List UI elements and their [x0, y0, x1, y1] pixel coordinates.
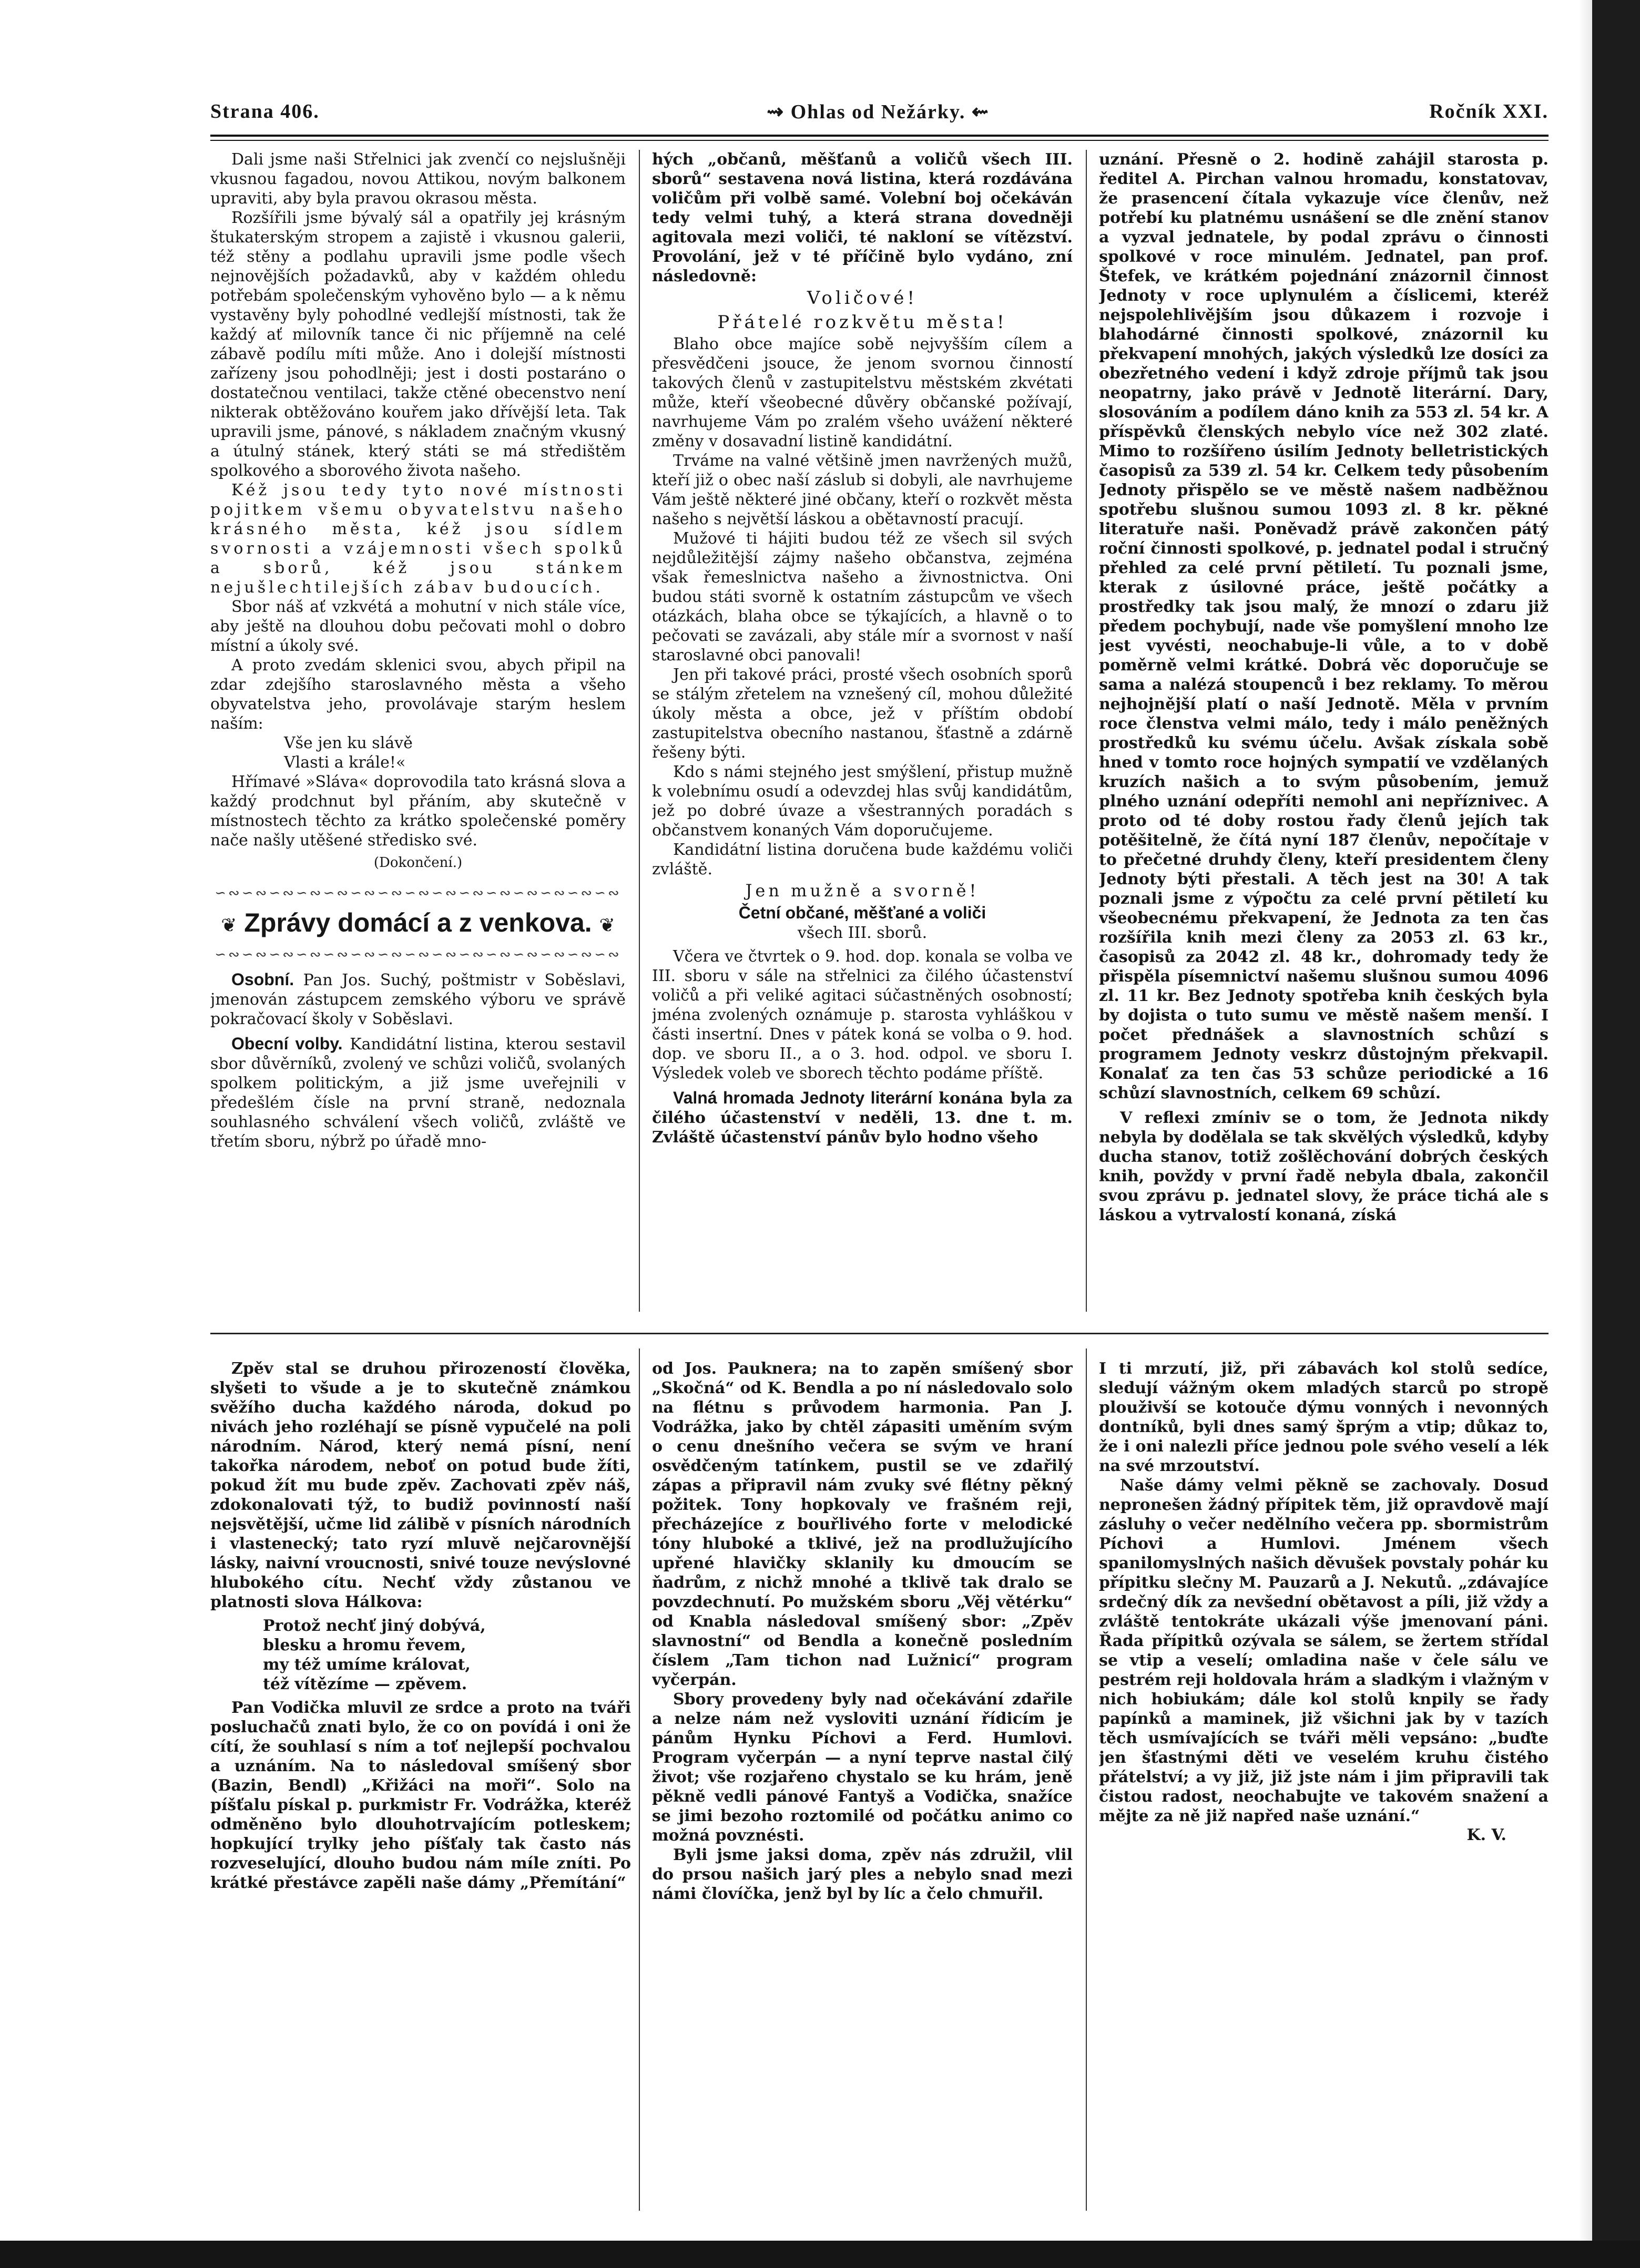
ornament-icon: ∽∾∽∾∽∾∽∾∽∾∽∾∽∾∽∾∽∾∽∾∽∾∽∾∽∾∽∾∽∾: [215, 885, 622, 901]
ornament-rule: [210, 885, 626, 901]
ornament-icon: ❦: [599, 914, 615, 936]
verse-line: Protož nechť jiný dobývá,: [263, 1617, 486, 1635]
paragraph: Hřímavé »Sláva« doprovodila tato krásná slova a každý prodchnut byl přáním, aby skutečně v místnostech těchto za krátko společenské poměry nače našly utěšené středisko své.: [210, 773, 626, 850]
news-item: [652, 1088, 1073, 1147]
paragraph: od Jos. Pauknera; na to zapěn smíšený sbor „Skočná“ od K. Bendla a po ní následovalo solo na flétnu s průvodem harmonia. Pan J. Vodrážka, jako by chtěl zápasiti uměním svým o cenu dnešního večera se svým ve hraní osvědčeným tatínkem, pustil se ve zdařilý zápas a připravil nám zvuky své flétny pěkný požitek. Tony hopkovaly ve frašném reji, přecházejíce z bouřlivého forte v melodické tóny hluboké a tklivé, jež na prodlužujícího upřené hlavičky sklanily ku dmoucím se ňadrům, z nichž mnohé a tklivě tak dralo se povzdechnutí. Po mužském sboru „Věj větérku“ od Knabla následoval smíšený sbor: „Zpěv slavnostní“ od Bendla a konečně posledním číslem „Tam tichon nad Lužnicí“ program vyčerpán.: [652, 1360, 1073, 1689]
scan-edge-right: [1592, 0, 1640, 2268]
paragraph: A proto zvedám sklenici svou, abych připil na zdar zdejšího staroslavného města a všeho obyvatelstva jeho, provolávaje starým heslem naším:: [210, 656, 626, 733]
ornament-rule: [210, 947, 626, 963]
section-heading: [210, 904, 626, 944]
paragraph: Sbory provedeny byly nad očekávání zdařile a nelze nám než vysloviti uznání řídicím je pánům Hynku Píchovi a Ferd. Humlovi. Program vyčerpán — a nyní teprve nastal čilý život; vše rozjařeno chystalo se ku hrám, jeně pěkně vedli pánové Fantyš a Vodička, snažíce se jimi bezoho roztomilé od počátku animo co možná povznésti.: [652, 1690, 1073, 1845]
verse-line: Vlasti a krále!«: [284, 753, 406, 772]
paragraph: Trváme na valné většině jmen navržených mužů, kteří již o obec naší záslub si dobyli, ale navrhujeme Vám ještě některé jiné občany, kteří o rozkvět města našeho s největší láskou a obětavností pracují.: [652, 452, 1073, 528]
appeal-heading: Přátelé rozkvětu města!: [717, 312, 1007, 333]
column-rule: [639, 150, 640, 1312]
appeal-signature: všech III. sborů.: [797, 924, 928, 942]
paragraph: Zpěv stal se druhou přirozeností člověka, slyšeti to všude a je to skutečně známkou svěžího ducha každého národa, dokud po nivách jeho rozléhají se písně vypučelé na poli národním. Národ, který nemá písní, není takořka národem, neboť on potud bude žíti, pokud žít mu bude zpěv. Zachovati zpěv náš, zdokonalovati týž, to budiž povinností naší nejsvětější, učme lid zálibě v písních národních i vlastenecký; tato ryzí mluvě nejčarovnější lásky, naivní vroucnosti, snivé touze nevýslovné hlubokého cítu. Nechť vždy zůstanou ve platnosti slova Hálkova:: [210, 1360, 631, 1611]
newspaper-title: ⇝ Ohlas od Nežárky. ⇜: [767, 101, 990, 123]
paragraph: Kéž jsou tedy tyto nové místnosti pojitkem všemu obyvatelstvu našeho krásného města, kéž jsou sídlem svornosti a vzájemnosti všech spolků a sborů, kéž jsou stánkem nejušlechtilejších zábav budoucích.: [210, 481, 626, 597]
news-item: [210, 1034, 626, 1151]
appeal-signature: Četní občané, měšťané a voliči: [738, 903, 986, 922]
paragraph: hých „občanů, měšťanů a voličů všech III. sborů“ sestavena nová listina, která rozdávána voličům při volbě samé. Volební boj očekáván tedy velmi tuhý, a která strana dovedněji agitovala mezi voliči, té nakloní se vítězství. Provolání, jež v té příčině bylo vydáno, zní následovně:: [652, 150, 1073, 285]
paragraph: Jen při takové práci, prosté všech osobních sporů se stálým zřetelem na vznešený cíl, mohou důležité úkoly města a obce, jež v příštím období zastupitelstva obecního nastanou, šťastně a zdárně řešeny býti.: [652, 666, 1073, 762]
item-text: konána byla za čilého účastenství v neděli, 13. dne t. m. Zvláště účastenství pánův bylo hodno všeho: [652, 1089, 1073, 1147]
running-header: [210, 100, 1549, 136]
verse: [210, 733, 626, 772]
item-heading: Valná hromada Jednoty literární: [673, 1088, 933, 1107]
paragraph: uznání. Přesně o 2. hodině zahájil starosta p. ředitel A. Pirchan valnou hromadu, konstatovav, že prasencení čítala vykazuje více členův, než potřebí ku platnému usnášení se dle znění stanov a vyzval jednatele, by podal zprávu o činnosti spolkové v roce minulém. Jednatel, pan prof. Štefek, ve krátkém pojednání znázornil činnost Jednoty v roce uplynulém a číslicemi, kteréž nejspolehlivějším jsou důkazem i rozvoje i blahodárné činnosti spolkové, znázornil ku překvapení mnohých, jakých výsledků lze dosíci za obezřetného vedení i když zdroje příjmů tak jsou neopatrny, jako právě v Jednotě literární. Dary, slosováním a podílem dáno knih za 553 zl. 54 kr. A příspěvků členských nebylo více než 302 zlaté. Mimo to rozšířeno úsilím Jednoty belletristických časopisů za 539 zl. 54 kr. Celkem tedy působením Jednoty přispělo se ve městě našem nadběžnou spotřebu slušnou sumou 1093 zl. 8 kr. pěkné literatuře naši. Poněvadž právě zakončen pátý roční činnosti spolkové, p. jednatel podal i stručný přehled za celé první pětiletí. Tu poznali jsme, kterak z úsilovné práce, ještě počátky a prostředky tak jsou malý, že mnozí o zdaru již předem pochybují, nade vše pomyšlení mnoho lze jest vyvésti, neochabuje-li vůle, a to v době poměrně velmi krátké. Dobrá věc doporučuje se sama a nalézá stoupenců i bez reklamy. To měrou nejhojnější platí o naší Jednotě. Měla v prvním roce členstva velmi málo, tedy i málo peněžných prostředků ku svému účelu. Avšak získala sobě hned v tomto roce hojných sympatií ve vzdělaných kruzích našich a to svým působením, jemuž plného uznání odepříti nemohl ani nepříznivec. A proto od té doby rostou řady členů jejích tak potěšitelně, že čítá nyní 187 členův, nepočítaje v to přečetné druhdy členy, kteří presidentem členy Jednoty býti přestali. A těch jest na 30! A tak poznali jsme z výpočtu za celé první pětiletí ku všeobecnému překvapení, že Jednota za ten čas rozšířila knih mezi členy za 2053 zl. 63 kr., časopisů za 2042 zl. 48 kr., dohromady tedy že přispěla písemnictví našemu slušnou sumou 4096 zl. 11 kr. Bez Jednoty spotřeba knih českých byla by dojista o tuto sumu ve městě našem menší. I počet přednášek a slavnostních schůzí s programem Jednoty veskrz důstojným překvapil. Konalať za ten čas 53 schůze periodické a 16 schůzí slavnostních, celkem 69 schůzí.: [1099, 150, 1549, 1102]
verse: [210, 1616, 631, 1694]
column-1: [210, 150, 626, 1314]
paragraph: Mužové ti hájiti budou též ze všech sil svých nejdůležitější zájmy našeho občanstva, zejména však řemeslnictva našeho a živnostnictva. Oni budou státi svorně k ostatním zástupcům ve všech otázkách, blaha obce se týkajících, a hlavně o to pečovati se zavázali, aby stále mír a svornost v naší staroslavné obci panovali!: [652, 529, 1073, 665]
column-rule: [1086, 1348, 1087, 2211]
volume-number: Ročník XXI.: [1429, 100, 1549, 122]
ornament-icon: ∽∾∽∾∽∾∽∾∽∾∽∾∽∾∽∾∽∾∽∾∽∾∽∾∽∾∽∾∽∾: [215, 947, 622, 963]
feuilleton-column-3: [1099, 1359, 1549, 2224]
appeal-slogan: Jen mužně a svorně!: [745, 881, 980, 901]
item-heading: Osobní.: [231, 970, 294, 989]
column-rule: [1086, 150, 1087, 1312]
appeal-heading: Voličové!: [807, 288, 918, 309]
column-3: [1099, 150, 1549, 1314]
author-signature: K. V.: [1466, 1826, 1506, 1844]
feuilleton-column-1: [210, 1359, 631, 2224]
section-title: Zprávy domácí a z venkova.: [244, 908, 592, 937]
ornament-icon: ❦: [221, 914, 237, 936]
continued-note: (Dokončení.): [373, 855, 463, 871]
column-2: [652, 150, 1073, 1314]
column-rule: [639, 1348, 640, 2211]
feuilleton-column-2: [652, 1359, 1073, 2224]
verse-line: též vítězíme — zpěvem.: [263, 1675, 467, 1693]
paragraph: Sbor náš ať vzkvétá a mohutní v nich stále více, aby ještě na dlouhou dobu pečovati mohl o dobro místní a úkoly své.: [210, 598, 626, 655]
item-heading: Obecní volby.: [231, 1034, 343, 1053]
paragraph: Byli jsme jaksi doma, zpěv nás združil, vlil do prsou našich jarý ples a nebylo snad mezi námi človíčka, jenž byl by líc a čelo chmuřil.: [652, 1846, 1073, 1903]
item-text: Kandidátní listina, kterou sestavil sbor důvěrníků, zvolený ve schůzi voličů, svolaných spolkem politickým, a již jsme uveřejnili v předešlém čísle na první straně, nedoznala souhlasného schválení všech voličů, zvláště ve třetím sboru, nýbrž po úřadě mno-: [210, 1035, 626, 1151]
paragraph: Kdo s námi stejného jest smýšlení, přistup mužně k volebnímu osudí a odevzdej hlas svůj kandidátům, jež po dobré úvaze a všestranných poradách s občanstvem konaných Vám doporučujeme.: [652, 763, 1073, 840]
paragraph: Rozšířili jsme bývalý sál a opatřily jej krásným štukaterským stropem a zajistě i vkusnou galerii, též stěny a podlahu upravili jsme podle všech nejnovějších požadavků, aby v každém ohledu potřebám společenským vyhověno bylo — a k němu vystavěny byly pohodlné vedlejší místnosti, tak že každý ať milovník tance či nic příjemně na celé zábavě podílu míti může. Ano i dolejší místnosti zařízeny jsou pohodlněji; jest i dosti postaráno o dostatečnou ventilaci, takže ctěné obecenstvo není nikterak obtěžováno kouřem jako dřívější leta. Tak upravili jsme, pánové, s nákladem značným vkusný a útulný stánek, který státi se má středištěm spolkového a sborového života našeho.: [210, 209, 626, 480]
scan-margin: [1578, 0, 1592, 2268]
paragraph: Naše dámy velmi pěkně se zachovaly. Dosud nepronešen žádný přípitek těm, již opravdově mají zásluhy o večer nedělního večera pp. sbormistrům Píchovi a Humlovi. Jménem všech spanilomyslných našich děvušek povstaly pohár ku přípitku slečny M. Pauzarů a J. Nekutů. „zdávajíce srdečný dík za nevšední obětavost a píli, již vždy a zvláště tentokráte ukázali výše jmenovaní páni. Řada přípitků ozývala se sálem, se žertem střídal se vtip a veselí; omladina naše v čele sálu ve pestrém reji holdovala hrám a sladkým i vlažným v nich hobiukám; dále kol stolů knpily se řady papínků a maminek, již všichni jak by v tazích těch usmívajících se tváři měli vepsáno: „buďte jen šťastnými děti ve veselém kruhu čistého přátelství; a vy již, již jste nám i jim připravili tak čistou radost, neochabujte ve takovém snažení a mějte za ně již napřed naše uznání.“: [1099, 1476, 1549, 1825]
news-item: [210, 970, 626, 1029]
paragraph: V reflexi zmíniv se o tom, že Jednota nikdy nebyla by dodělala se tak skvělých výsledků, kdyby ducha stanov, totiž zošlěchování dobrých českých knih, povždy v první řadě nebyla dbala, zakončil svou zprávu p. jednatel slovy, že práce tichá ale s láskou a vytrvalostí konaná, získá: [1099, 1109, 1549, 1224]
scan-edge-bottom: [0, 2241, 1640, 2268]
newspaper-page: [210, 100, 1549, 2224]
paragraph: Pan Vodička mluvil ze srdce a proto na tváři posluchačů znati bylo, že co on povídá i oni že cítí, že souhlasí s ním a toť nejlepší pochvalou a uznáním. Na to následoval smíšený sbor (Bazin, Bendl) „Křižáci na moři“. Solo na píšťalu pískal p. purkmistr Fr. Vodrážka, kteréž odměněno bylo dlouhotrvajícím potleskem; hopkující trylky jeho píšťaly tak často nás rozveselující, dlouho budou nám míle zníti. Po krátké přestávce zapěli naše dámy „Přemítání“: [210, 1699, 631, 1892]
verse-line: my též umíme královat,: [263, 1656, 471, 1674]
paragraph: Včera ve čtvrtek o 9. hod. dop. konala se volba ve III. sboru v sále na střelnici za čilého účastenství voličů a při veliké agitaci súčastněných osobností; jména zvolených oznámuje p. starosta vyhláškou v části insertní. Dnes v pátek koná se volba o 9. hod. dop. ve sboru II., a o 3. hod. odpol. ve sboru I. Výsledek voleb ve sborech těchto podáme příště.: [652, 947, 1073, 1082]
item-text: Pan Jos. Suchý, poštmistr v Soběslavi, jmenován zástupcem zemského výboru ve správě pokračovací školy v Soběslavi.: [210, 971, 626, 1028]
section-rule: [210, 1333, 1549, 1334]
page-number: Strana 406.: [210, 100, 320, 122]
verse-line: Vše jen ku slávě: [284, 734, 413, 752]
paragraph: Kandidátní listina doručena bude každému voliči zvláště.: [652, 841, 1073, 878]
paragraph: Dali jsme naši Střelnici jak zvenčí co nejslušněji vkusnou fagadou, novou Attikou, novým balkonem upraviti, aby byla pravou okrasou města.: [210, 150, 626, 208]
paragraph: Blaho obce majíce sobě nejvyšším cílem a přesvědčeni jsouce, že jenom svornou činností takových členů v zastupitelstvu městském zkvétati může, kteří všeobecné důvěry občanské požívají, navrhujeme Vám po zralém všeho uvážení některé změny v dosavadní listině kandidátní.: [652, 335, 1073, 451]
header-rule: [210, 135, 1549, 141]
paragraph: I ti mrzutí, již, při zábavách kol stolů sedíce, sledují vážným okem mladých starců po stropě plouživší se kotouče dýmu vonných i nevonných dontníků, byli dnes samý šprým a vtip; důkaz to, že i oni nalezli příce jednou pole svého veselí a lék na své mrzoutství.: [1099, 1360, 1549, 1475]
verse-line: blesku a hromu řevem,: [263, 1636, 466, 1654]
